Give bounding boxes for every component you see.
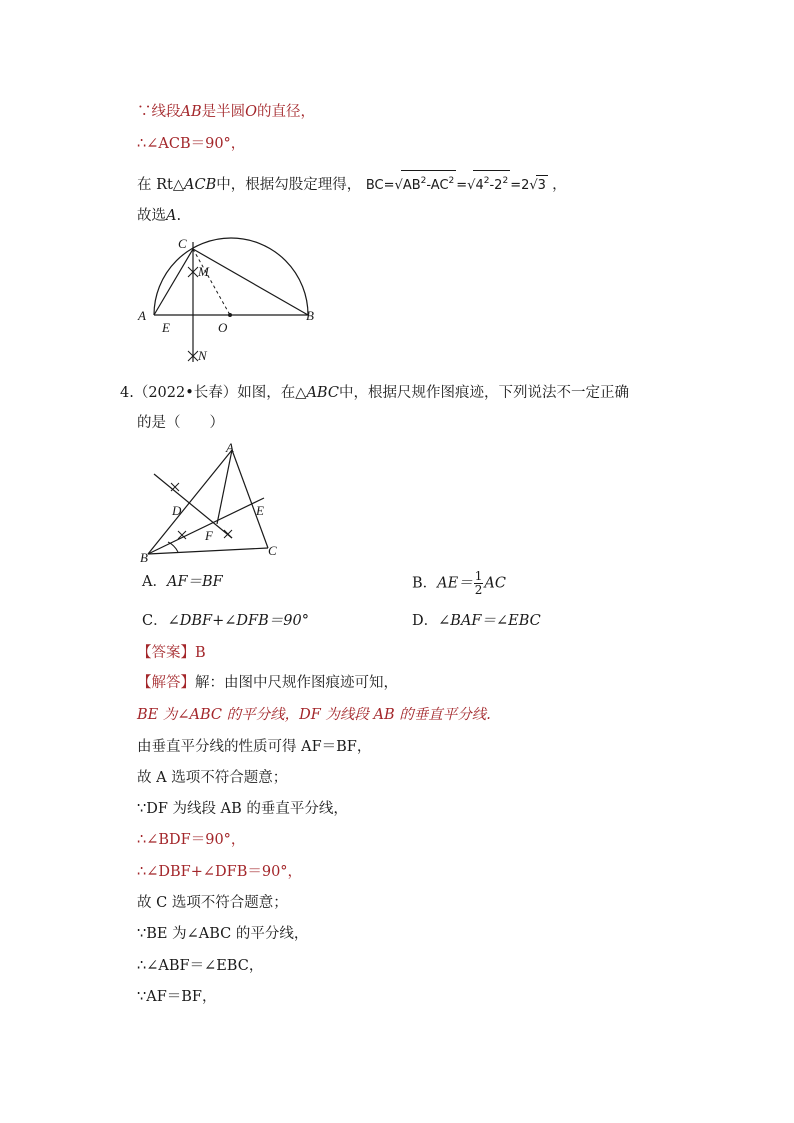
solution-step-7: 故 C 选项不符合题意； xyxy=(137,895,288,911)
segment-af xyxy=(217,450,232,524)
figure-semicircle xyxy=(130,232,330,372)
segment-co-dashed xyxy=(193,249,230,315)
label-e: E xyxy=(162,320,170,335)
center-point-o xyxy=(228,313,232,317)
label-e: E xyxy=(256,503,264,518)
solution-step-5: ∴∠BDF＝90°， xyxy=(137,832,246,848)
label-f: F xyxy=(205,528,213,543)
solution-step-6: ∴∠DBF+∠DFB＝90°， xyxy=(137,864,303,880)
arc-mark-right xyxy=(224,530,232,538)
segment-ac xyxy=(154,249,193,315)
solution-step-2: 由垂直平分线的性质可得 AF＝BF， xyxy=(137,739,372,755)
label-o: O xyxy=(218,320,228,335)
solution-step-9: ∴∠ABF＝∠EBC， xyxy=(137,958,264,974)
label-a: A xyxy=(138,308,146,323)
side-bc xyxy=(148,548,268,554)
option-b: B．AE＝ $\frac{1}{2}$ AC xyxy=(412,569,506,597)
label-d: D xyxy=(172,503,182,518)
label-n: N xyxy=(198,348,207,363)
solution-step-3: 故 A 选项不符合题意； xyxy=(137,770,288,786)
solution-step-8: ∵BE 为∠ABC 的平分线， xyxy=(137,926,309,942)
label-m: M xyxy=(198,264,209,279)
segment-cb xyxy=(193,249,308,315)
question-4-line2: 的是（ ） xyxy=(137,415,224,431)
formula-bc: $BC=√AB^2-AC^2 =√4^2-2^2 =2√3$ xyxy=(366,178,552,193)
side-ab xyxy=(148,450,232,554)
line-pythagoras: 在 Rt△ACB中，根据勾股定理得， $BC=√AB^2-AC^2 =√4^2-2^2 =2√3$ ， xyxy=(137,170,567,196)
solution-intro: 【解答】解：由图中尺规作图痕迹可知， xyxy=(137,675,398,691)
line-diameter: ∵线段AB是半圆O的直径， xyxy=(137,104,316,120)
label-c: C xyxy=(268,543,277,558)
question-4-line1: 4.（2022•长春）如图，在△ABC中，根据尺规作图痕迹，下列说法不一定正确 xyxy=(120,385,629,401)
label-b: B xyxy=(140,550,148,565)
line-choose: 故选A. xyxy=(137,208,182,224)
arc-mark-upper xyxy=(171,483,179,491)
figure-triangle xyxy=(132,438,292,568)
bisector-be xyxy=(148,498,264,554)
solution-step-10: ∵AF＝BF， xyxy=(137,989,217,1005)
option-d: D．∠BAF＝∠EBC xyxy=(412,613,541,629)
label-c: C xyxy=(178,236,187,251)
solution-step-4: ∵DF 为线段 AB 的垂直平分线， xyxy=(137,801,348,817)
solution-step-1: BE 为∠ABC 的平分线，DF 为线段 AB 的垂直平分线. xyxy=(137,707,491,723)
option-c: C．∠DBF+∠DFB＝90° xyxy=(142,613,309,629)
label-a: A xyxy=(226,440,234,455)
option-a: A．AF＝BF xyxy=(142,574,223,590)
answer-line: 【答案】B xyxy=(137,645,206,661)
line-right-angle: ∴∠ACB＝90°， xyxy=(137,136,246,152)
label-b: B xyxy=(306,308,314,323)
fraction-one-half: $\frac{1}{2}$ xyxy=(474,569,483,597)
